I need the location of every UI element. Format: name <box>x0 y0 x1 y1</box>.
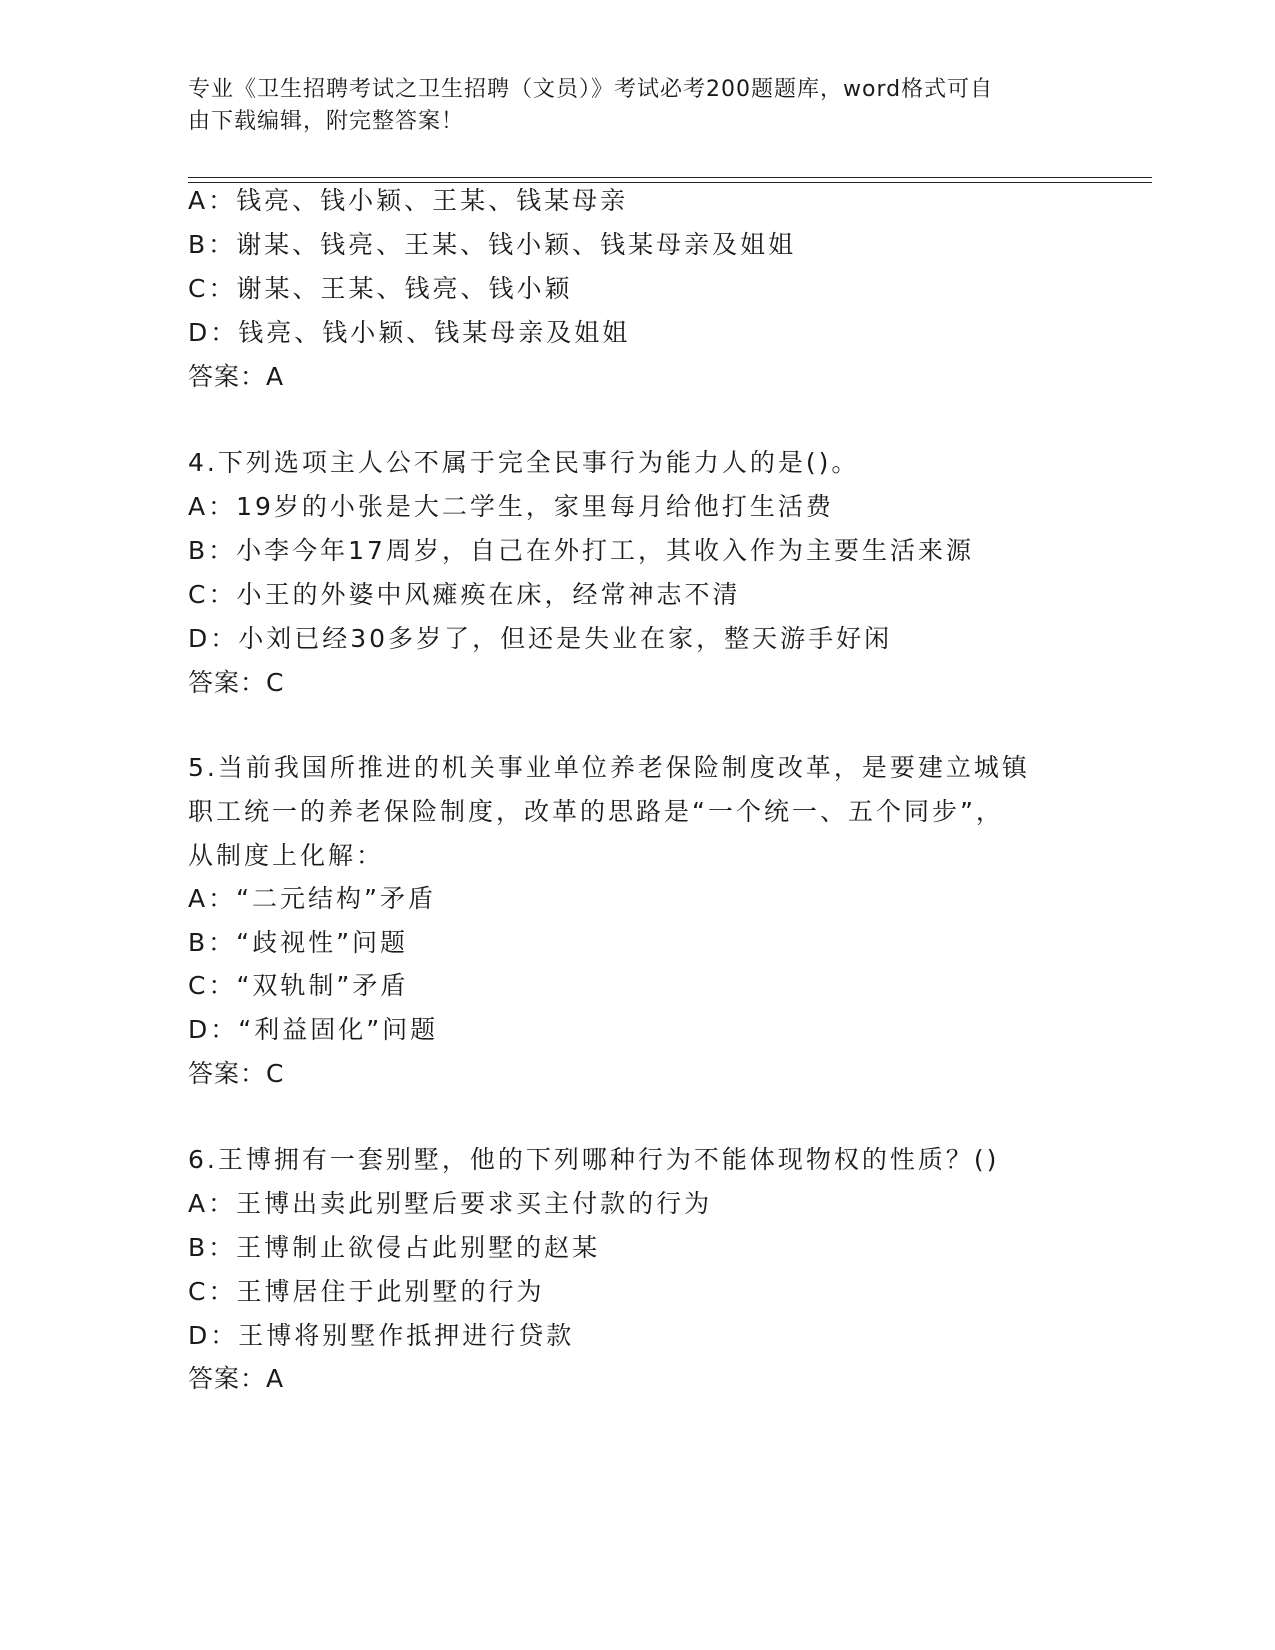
header-rule-top <box>188 177 1152 178</box>
q5-option-b: B：“歧视性”问题 <box>188 928 409 957</box>
q4-answer: 答案：C <box>188 668 285 697</box>
q3-option-a: A：钱亮、钱小颖、王某、钱某母亲 <box>188 186 629 215</box>
q4-option-a: A：19岁的小张是大二学生，家里每月给他打生活费 <box>188 492 834 521</box>
q4-option-c: C：小王的外婆中风瘫痪在床，经常神志不清 <box>188 580 741 609</box>
q6-option-d: D：王博将别墅作抵押进行贷款 <box>188 1321 575 1350</box>
q6-option-a: A：王博出卖此别墅后要求买主付款的行为 <box>188 1189 713 1218</box>
q5-stem-line-3: 从制度上化解： <box>188 841 385 870</box>
q6-option-c: C：王博居住于此别墅的行为 <box>188 1277 545 1306</box>
header-line-1: 专业《卫生招聘考试之卫生招聘（文员）》考试必考200题题库，word格式可自 <box>188 77 994 102</box>
q5-option-c: C：“双轨制”矛盾 <box>188 971 409 1000</box>
q3-answer: 答案：A <box>188 362 285 391</box>
q6-stem: 6.王博拥有一套别墅，他的下列哪种行为不能体现物权的性质？() <box>188 1145 1000 1174</box>
q5-answer: 答案：C <box>188 1059 285 1088</box>
q3-option-c: C：谢某、王某、钱亮、钱小颖 <box>188 274 573 303</box>
q6-option-b: B：王博制止欲侵占此别墅的赵某 <box>188 1233 601 1262</box>
header-line-2: 由下载编辑，附完整答案！ <box>188 109 465 134</box>
q6-answer: 答案：A <box>188 1364 285 1393</box>
q5-option-a: A：“二元结构”矛盾 <box>188 884 437 913</box>
header-rule-bottom <box>188 182 1152 183</box>
document-header <box>188 74 1068 138</box>
q5-stem-line-2: 职工统一的养老保险制度，改革的思路是“一个统一、五个同步”， <box>188 797 1004 826</box>
q5-option-d: D：“利益固化”问题 <box>188 1015 439 1044</box>
q4-option-b: B：小李今年17周岁，自己在外打工，其收入作为主要生活来源 <box>188 536 974 565</box>
q4-option-d: D：小刘已经30多岁了，但还是失业在家，整天游手好闲 <box>188 624 893 653</box>
q3-option-b: B：谢某、钱亮、王某、钱小颖、钱某母亲及姐姐 <box>188 230 797 259</box>
q5-stem-line-1: 5.当前我国所推进的机关事业单位养老保险制度改革，是要建立城镇 <box>188 753 1030 782</box>
q4-stem: 4.下列选项主人公不属于完全民事行为能力人的是()。 <box>188 448 860 477</box>
q3-option-d: D：钱亮、钱小颖、钱某母亲及姐姐 <box>188 318 631 347</box>
